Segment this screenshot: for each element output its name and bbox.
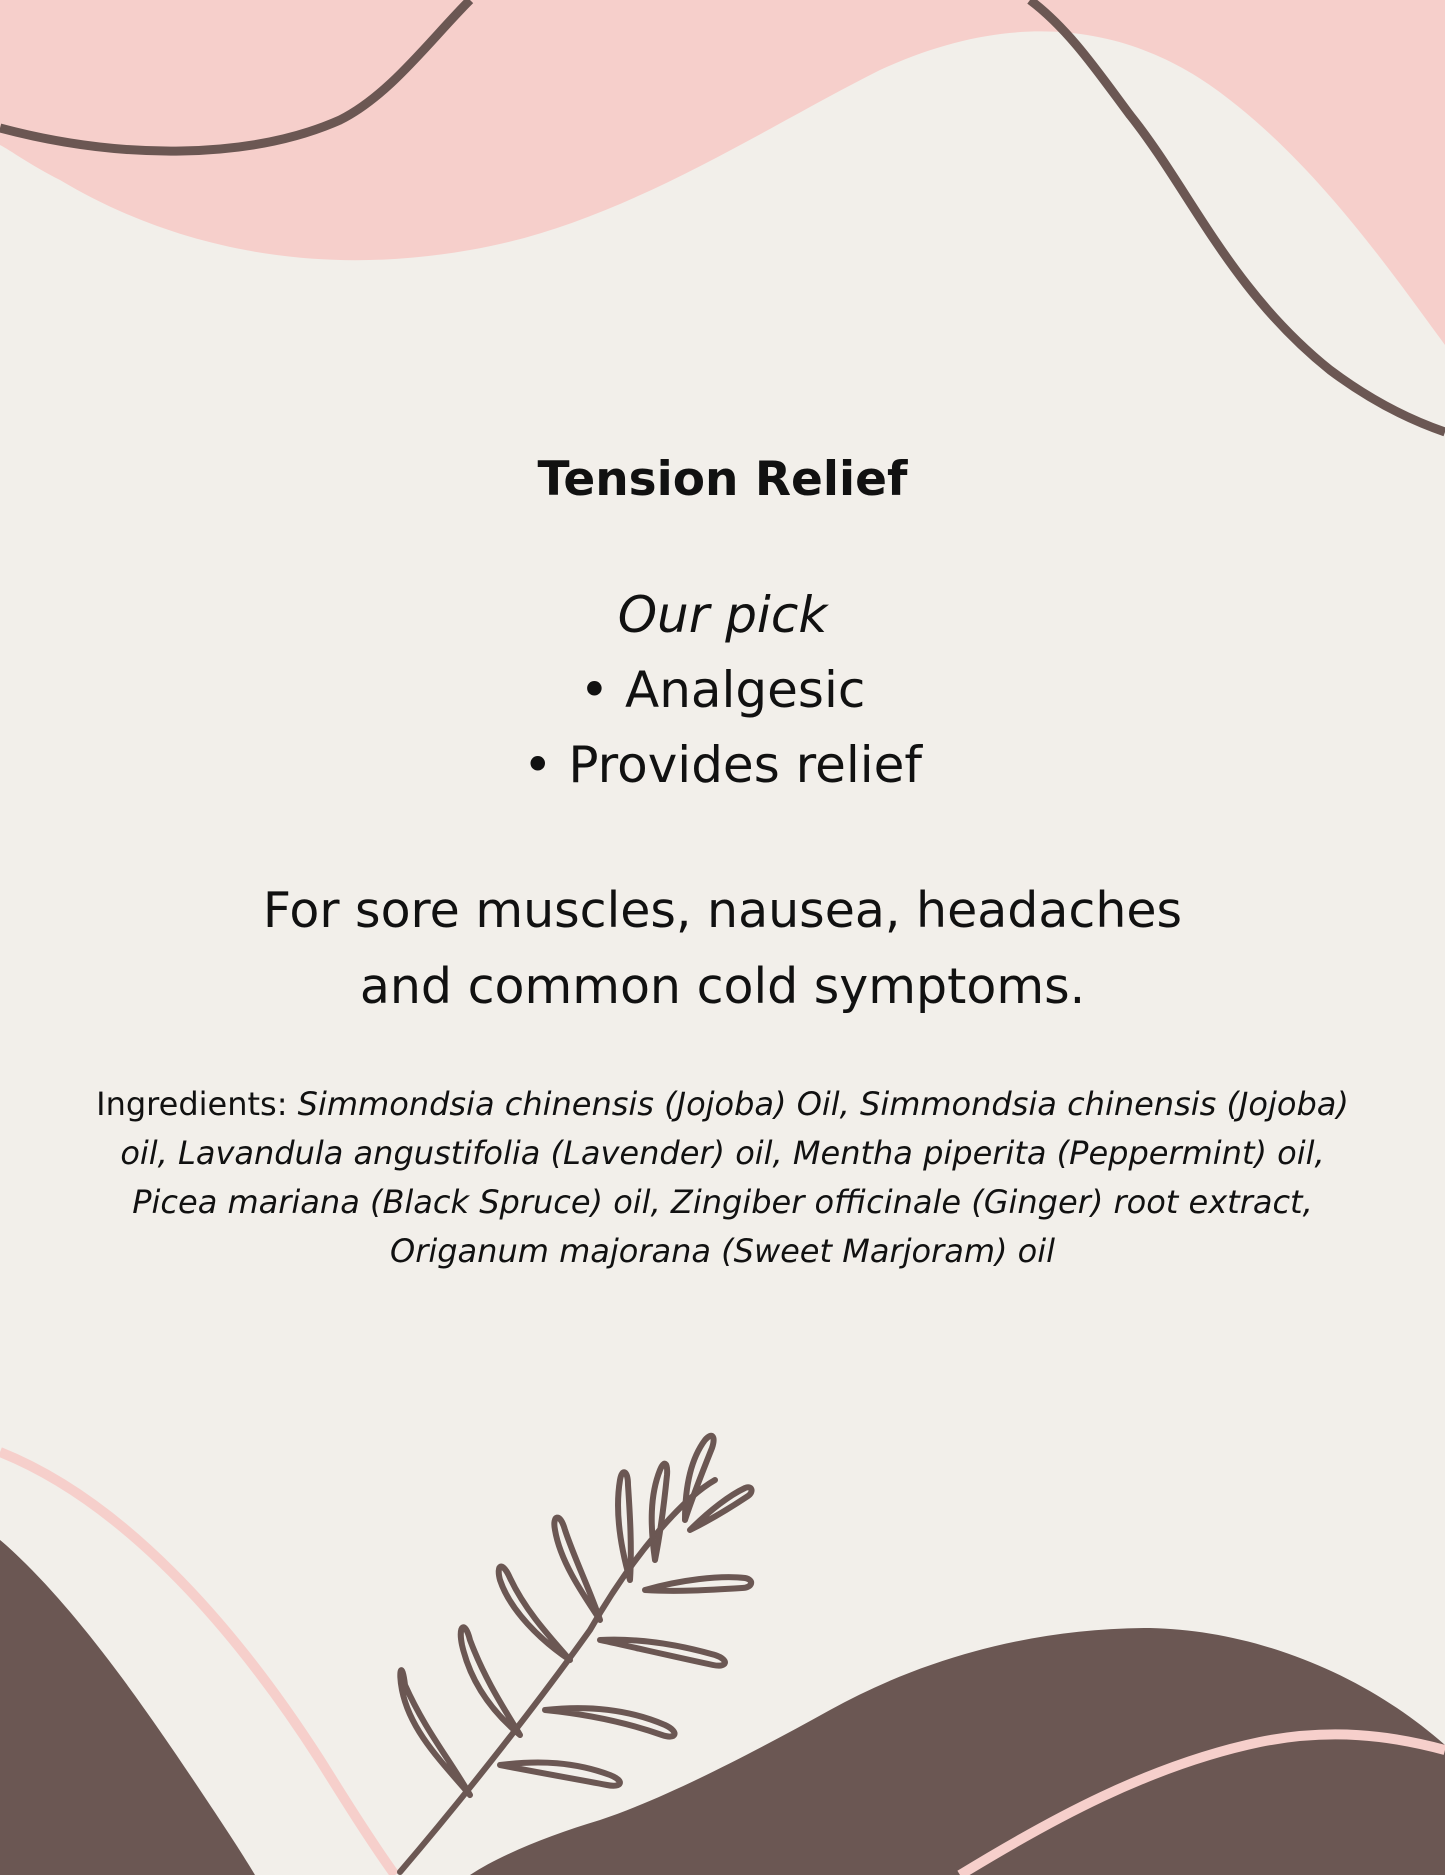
ingredients-label: Ingredients: [96,1085,298,1123]
description-line: For sore muscles, nausea, headaches [262,882,1183,939]
description-line: and common cold symptoms. [359,958,1086,1015]
benefits-list [0,653,1445,803]
benefit-item: • Provides relief [523,736,922,794]
product-description [150,873,1295,1025]
product-subtitle: Our pick [617,586,828,644]
brown-wave-bottom-left [0,1540,255,1875]
product-title: Tension Relief [537,452,908,507]
benefit-item: • Analgesic [579,661,866,719]
ingredients-text [80,1080,1365,1276]
pink-wave-top [0,0,1445,345]
ingredients-list: Simmondsia chinensis (Jojoba) Oil, Simmondsia chinensis (Jojoba) oil, Lavandula angustifolia (Lavender) oil, Mentha piperita (Peppermint) oil, Picea mariana (Black Spruce) oil, Zingiber officinale (Ginger) root extract, Origanum majorana (Sweet Marjoram) oil [120,1085,1349,1270]
